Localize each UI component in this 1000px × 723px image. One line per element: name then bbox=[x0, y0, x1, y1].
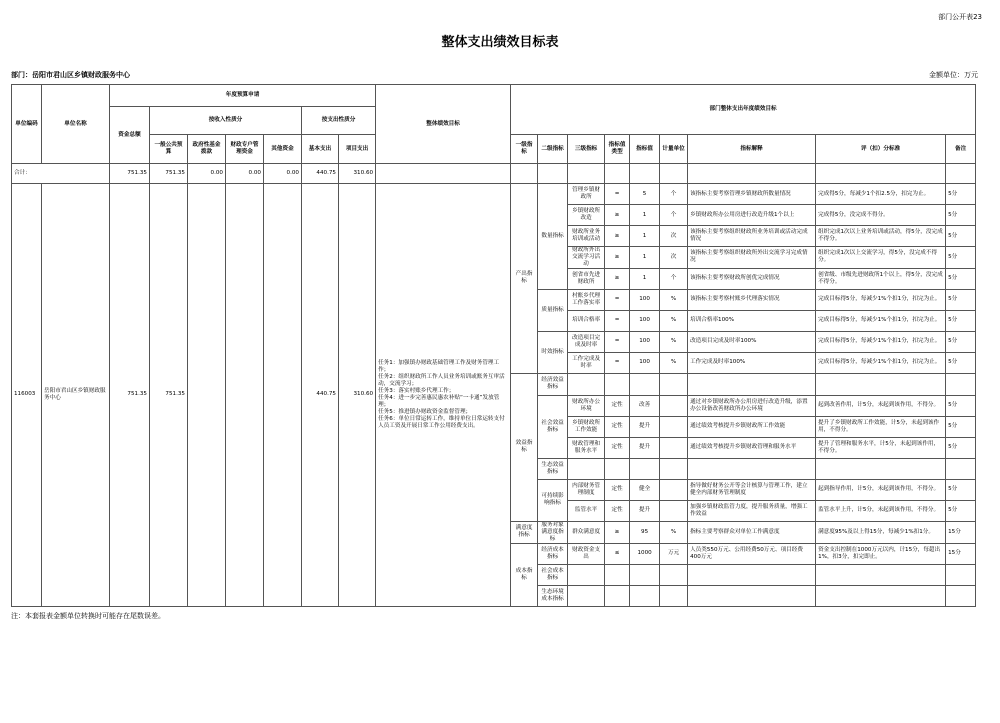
total-general: 751.35 bbox=[150, 164, 188, 184]
header-unit-name: 单位名称 bbox=[42, 85, 110, 164]
indicator-explain: 通过对乡镇财政所办公用房进行改造升级，添置办公设备改善财政所办公环境 bbox=[688, 395, 816, 416]
unit-other bbox=[264, 184, 302, 607]
header-value: 指标值 bbox=[630, 135, 660, 164]
unit-gov-fund bbox=[188, 184, 226, 607]
page-number-label: 部门公开表23 bbox=[938, 13, 982, 21]
indicator-score: 监管水平上升，计5分，未起到该作用，不得分。 bbox=[816, 500, 946, 521]
page-title: 整体支出绩效目标表 bbox=[441, 35, 559, 50]
indicator-score: 完成得5分，没完成不得分。 bbox=[816, 205, 946, 226]
indicator-l2: 生态环境成本指标 bbox=[538, 585, 568, 606]
indicator-value: 提升 bbox=[630, 416, 660, 437]
indicator-remark: 5分 bbox=[946, 184, 976, 205]
unit-special bbox=[226, 184, 264, 607]
indicator-score: 资金支出控制在1000万元以内，计15分，每超出1%，扣3分，扣完即止。 bbox=[816, 543, 946, 564]
indicator-unit bbox=[660, 500, 688, 521]
header-value-type: 指标值类型 bbox=[605, 135, 630, 164]
indicator-l2: 经济效益指标 bbox=[538, 373, 568, 395]
indicator-l3: 财政资金支出 bbox=[568, 543, 605, 564]
indicator-l3 bbox=[568, 564, 605, 585]
header-by-source: 按收入性质分 bbox=[150, 107, 302, 135]
indicator-value: 100 bbox=[630, 289, 660, 310]
indicator-unit: % bbox=[660, 352, 688, 373]
indicator-l2: 社会成本指标 bbox=[538, 564, 568, 585]
indicator-explain: 该指标主要考察组织财政所业务培训或活动完成情况 bbox=[688, 226, 816, 247]
indicator-value: 100 bbox=[630, 310, 660, 331]
indicator-value: 1 bbox=[630, 247, 660, 269]
indicator-explain: 培训合格率100% bbox=[688, 310, 816, 331]
header-total: 资金总额 bbox=[110, 107, 150, 164]
indicator-score: 组织完成1次以上业务培训或活动，得5分，没完成不得分。 bbox=[816, 226, 946, 247]
indicator-l3: 内部财务管理制度 bbox=[568, 479, 605, 500]
performance-goal-table bbox=[11, 84, 976, 607]
indicator-unit: 万元 bbox=[660, 543, 688, 564]
indicator-value: 100 bbox=[630, 331, 660, 352]
indicator-remark bbox=[946, 373, 976, 395]
indicator-value-type: = bbox=[605, 184, 630, 205]
indicator-l1: 效益指标 bbox=[511, 373, 538, 521]
indicator-remark: 5分 bbox=[946, 310, 976, 331]
indicator-l3: 乡镇财政所改造 bbox=[568, 205, 605, 226]
indicator-explain: 该指标主要考察管理乡镇财政所数量情况 bbox=[688, 184, 816, 205]
indicator-value-type: ≥ bbox=[605, 226, 630, 247]
indicator-explain: 通过绩效考核提升乡镇财政管理和服务水平 bbox=[688, 437, 816, 458]
indicator-value bbox=[630, 564, 660, 585]
header-gov-fund: 政府性基金拨款 bbox=[188, 135, 226, 164]
header-special-mgmt: 财政专户管理资金 bbox=[226, 135, 264, 164]
indicator-unit: % bbox=[660, 310, 688, 331]
unit-total: 751.35 bbox=[110, 184, 150, 607]
indicator-remark: 5分 bbox=[946, 331, 976, 352]
header-l3: 三级指标 bbox=[568, 135, 605, 164]
indicator-explain: 乡镇财政所办公用房进行改造升级1个以上 bbox=[688, 205, 816, 226]
indicator-value-type bbox=[605, 458, 630, 479]
unit-general: 751.35 bbox=[150, 184, 188, 607]
department-label: 部门：岳阳市君山区乡镇财政服务中心 bbox=[11, 71, 130, 79]
indicator-value: 1 bbox=[630, 226, 660, 247]
indicator-unit bbox=[660, 564, 688, 585]
indicator-explain bbox=[688, 585, 816, 606]
unit-name: 岳阳市君山区乡镇财政服务中心 bbox=[42, 184, 110, 607]
indicator-unit: % bbox=[660, 289, 688, 310]
indicator-remark: 5分 bbox=[946, 352, 976, 373]
header-general-budget: 一般公共预算 bbox=[150, 135, 188, 164]
indicator-l1: 成本指标 bbox=[511, 543, 538, 606]
header-annual-goal: 部门整体支出年度绩效目标 bbox=[511, 85, 976, 135]
indicator-l2: 社会效益指标 bbox=[538, 395, 568, 458]
indicator-value-type: ≥ bbox=[605, 205, 630, 226]
indicator-value bbox=[630, 585, 660, 606]
indicator-value bbox=[630, 458, 660, 479]
indicator-value: 1 bbox=[630, 205, 660, 226]
indicator-explain: 人员类550万元、公用经费50万元、项目经费400万元 bbox=[688, 543, 816, 564]
indicator-unit: 个 bbox=[660, 205, 688, 226]
indicator-value: 健全 bbox=[630, 479, 660, 500]
indicator-l3 bbox=[568, 585, 605, 606]
indicator-value-type: 定性 bbox=[605, 479, 630, 500]
indicator-remark: 15分 bbox=[946, 543, 976, 564]
indicator-l3 bbox=[568, 373, 605, 395]
indicator-score: 完成得5分，每减少1个扣2.5分，扣完为止。 bbox=[816, 184, 946, 205]
indicator-score bbox=[816, 458, 946, 479]
indicator-l2: 可持续影响指标 bbox=[538, 479, 568, 521]
indicator-remark: 5分 bbox=[946, 479, 976, 500]
indicator-l2: 经济成本指标 bbox=[538, 543, 568, 564]
indicator-value-type: 定性 bbox=[605, 437, 630, 458]
indicator-explain bbox=[688, 373, 816, 395]
indicator-value-type: ≥ bbox=[605, 247, 630, 269]
indicator-explain: 通过绩效考核提升乡镇财政所工作效能 bbox=[688, 416, 816, 437]
indicator-remark: 5分 bbox=[946, 268, 976, 289]
indicator-score: 满意度95%及以上得15分，每减少1%扣1分。 bbox=[816, 521, 946, 543]
indicator-l3 bbox=[568, 458, 605, 479]
indicator-score: 起到改善作用，计5分，未起到该作用，不得分。 bbox=[816, 395, 946, 416]
header-measure-unit: 计量单位 bbox=[660, 135, 688, 164]
indicator-score: 组织完成1次以上交流学习，得5分，没完成不得分。 bbox=[816, 247, 946, 269]
header-score: 评（扣）分标准 bbox=[816, 135, 946, 164]
indicator-remark: 5分 bbox=[946, 247, 976, 269]
indicator-score bbox=[816, 564, 946, 585]
indicator-value-type: = bbox=[605, 289, 630, 310]
indicator-value bbox=[630, 373, 660, 395]
indicator-value: 1 bbox=[630, 268, 660, 289]
indicator-unit bbox=[660, 479, 688, 500]
indicator-unit bbox=[660, 373, 688, 395]
indicator-explain: 改造项目完成及时率100% bbox=[688, 331, 816, 352]
indicator-l1: 产出指标 bbox=[511, 184, 538, 374]
indicator-remark: 15分 bbox=[946, 521, 976, 543]
unit-code: 116003 bbox=[12, 184, 42, 607]
header-overall-goal: 整体绩效目标 bbox=[376, 85, 511, 164]
header-basic: 基本支出 bbox=[302, 135, 339, 164]
indicator-remark: 5分 bbox=[946, 500, 976, 521]
indicator-remark: 5分 bbox=[946, 395, 976, 416]
indicator-l3: 财政所外出交流学习活动 bbox=[568, 247, 605, 269]
header-l1: 一级指标 bbox=[511, 135, 538, 164]
indicator-value: 100 bbox=[630, 352, 660, 373]
indicator-l2: 数量指标 bbox=[538, 184, 568, 290]
indicator-l2: 生态效益指标 bbox=[538, 458, 568, 479]
indicator-l2: 时效指标 bbox=[538, 331, 568, 373]
indicator-value-type bbox=[605, 585, 630, 606]
indicator-l3: 监管水平 bbox=[568, 500, 605, 521]
overall-goal-tasks: 任务1：加强镇办财政基础管理工作及财务管理工作； 任务2：组织财政所工作人员业务培训或账务互审活动，交流学习； 任务3：落实村账乡代理工作； 任务4：进一步完善惠民惠农补贴“一卡通”发放管理； 任务5：推进镇办财政资金监督管理； 任务6：单位日常运转工作，维持单位日常运转支付人员工资及开展日常工作公用经费支出。 bbox=[376, 184, 511, 607]
indicator-explain: 指标主要考察群众对单位工作满意度 bbox=[688, 521, 816, 543]
indicator-unit bbox=[660, 395, 688, 416]
total-row bbox=[12, 164, 976, 184]
indicator-explain: 加强乡镇财政监管力度，提升服务质量，增强工作效益 bbox=[688, 500, 816, 521]
indicator-value-type: 定性 bbox=[605, 395, 630, 416]
indicator-score bbox=[816, 373, 946, 395]
indicator-value: 提升 bbox=[630, 437, 660, 458]
indicator-score: 提升了乡镇财政所工作效能，计5分，未起到该作用，不得分。 bbox=[816, 416, 946, 437]
indicator-score: 完成目标得5分，每减少1%个扣1分，扣完为止。 bbox=[816, 310, 946, 331]
indicator-explain: 工作完成及时率100% bbox=[688, 352, 816, 373]
indicator-value-type: ≥ bbox=[605, 521, 630, 543]
indicator-explain: 该指标主要考察村账乡代理落实情况 bbox=[688, 289, 816, 310]
indicator-value-type: ≤ bbox=[605, 543, 630, 564]
indicator-l3: 财政管理和服务水平 bbox=[568, 437, 605, 458]
total-basic: 440.75 bbox=[302, 164, 339, 184]
total-project: 310.60 bbox=[339, 164, 376, 184]
indicator-remark: 5分 bbox=[946, 205, 976, 226]
header-remark: 备注 bbox=[946, 135, 976, 164]
indicator-remark: 5分 bbox=[946, 416, 976, 437]
indicator-remark bbox=[946, 458, 976, 479]
indicator-score: 完成目标得5分，每减少1%个扣1分，扣完为止。 bbox=[816, 289, 946, 310]
currency-unit-label: 金额单位：万元 bbox=[929, 71, 978, 79]
indicator-unit bbox=[660, 458, 688, 479]
indicator-remark bbox=[946, 564, 976, 585]
footnote: 注：本套报表金额单位转换时可能存在尾数误差。 bbox=[11, 612, 165, 620]
indicator-value: 5 bbox=[630, 184, 660, 205]
indicator-value-type bbox=[605, 373, 630, 395]
unit-basic: 440.75 bbox=[302, 184, 339, 607]
header-by-expense: 按支出性质分 bbox=[302, 107, 376, 135]
indicator-value-type: = bbox=[605, 352, 630, 373]
indicator-value-type: 定性 bbox=[605, 500, 630, 521]
indicator-value-type: = bbox=[605, 331, 630, 352]
total-label: 合计： bbox=[12, 164, 110, 184]
total-amount: 751.35 bbox=[110, 164, 150, 184]
indicator-l3: 培训合格率 bbox=[568, 310, 605, 331]
total-gov-fund: 0.00 bbox=[188, 164, 226, 184]
indicator-score: 完成目标得5分，每减少1%个扣1分，扣完为止。 bbox=[816, 352, 946, 373]
indicator-value-type: = bbox=[605, 310, 630, 331]
indicator-value: 1000 bbox=[630, 543, 660, 564]
indicator-score: 起到指导作用，计5分，未起到该作用，不得分。 bbox=[816, 479, 946, 500]
indicator-remark: 5分 bbox=[946, 226, 976, 247]
indicator-value-type: 定性 bbox=[605, 416, 630, 437]
header-project: 项目支出 bbox=[339, 135, 376, 164]
indicator-remark: 5分 bbox=[946, 437, 976, 458]
indicator-l2: 服务对象满意度指标 bbox=[538, 521, 568, 543]
indicator-unit: % bbox=[660, 331, 688, 352]
indicator-score: 创省级、市级先进财政所1个以上，得5分，没完成不得分。 bbox=[816, 268, 946, 289]
indicator-score: 完成目标得5分，每减少1%个扣1分，扣完为止。 bbox=[816, 331, 946, 352]
indicator-l3: 财政所业务培训或活动 bbox=[568, 226, 605, 247]
header-l2: 二级指标 bbox=[538, 135, 568, 164]
indicator-value: 95 bbox=[630, 521, 660, 543]
indicator-unit: 个 bbox=[660, 184, 688, 205]
indicator-score bbox=[816, 585, 946, 606]
indicator-unit: 次 bbox=[660, 226, 688, 247]
indicator-score: 提升了管理和服务水平，计5分，未起到该作用，不得分。 bbox=[816, 437, 946, 458]
indicator-l3: 创省市先进财政所 bbox=[568, 268, 605, 289]
indicator-unit: 次 bbox=[660, 247, 688, 269]
total-other: 0.00 bbox=[264, 164, 302, 184]
header-other: 其他资金 bbox=[264, 135, 302, 164]
indicator-l3: 村账乡代理工作落实率 bbox=[568, 289, 605, 310]
indicator-unit: % bbox=[660, 521, 688, 543]
header-annual-budget: 年度预算申请 bbox=[110, 85, 376, 107]
indicator-value: 改善 bbox=[630, 395, 660, 416]
indicator-l2: 质量指标 bbox=[538, 289, 568, 331]
indicator-explain bbox=[688, 564, 816, 585]
indicator-explain: 该指标主要考察财政所创优完成情况 bbox=[688, 268, 816, 289]
indicator-l1: 满意度指标 bbox=[511, 521, 538, 543]
indicator-value-type: ≥ bbox=[605, 268, 630, 289]
indicator-unit bbox=[660, 437, 688, 458]
indicator-explain bbox=[688, 458, 816, 479]
indicator-row bbox=[12, 184, 976, 205]
header-unit-code: 单位编码 bbox=[12, 85, 42, 164]
indicator-l3: 工作完成及时率 bbox=[568, 352, 605, 373]
header-explain: 指标解释 bbox=[688, 135, 816, 164]
indicator-remark: 5分 bbox=[946, 289, 976, 310]
indicator-l3: 乡镇财政所工作效能 bbox=[568, 416, 605, 437]
indicator-unit: 个 bbox=[660, 268, 688, 289]
indicator-l3: 群众满意度 bbox=[568, 521, 605, 543]
indicator-l3: 改造项目完成及时率 bbox=[568, 331, 605, 352]
indicator-value-type bbox=[605, 564, 630, 585]
indicator-value: 提升 bbox=[630, 500, 660, 521]
unit-project: 310.60 bbox=[339, 184, 376, 607]
total-special: 0.00 bbox=[226, 164, 264, 184]
indicator-l3: 财政所办公环境 bbox=[568, 395, 605, 416]
indicator-explain: 指导做好财务公开等会计核算与管理工作，建立健全内部财务管理制度 bbox=[688, 479, 816, 500]
indicator-unit bbox=[660, 585, 688, 606]
indicator-l3: 管理乡镇财政所 bbox=[568, 184, 605, 205]
indicator-unit bbox=[660, 416, 688, 437]
indicator-remark bbox=[946, 585, 976, 606]
indicator-explain: 该指标主要考察组织财政所外出交流学习完成情况 bbox=[688, 247, 816, 269]
